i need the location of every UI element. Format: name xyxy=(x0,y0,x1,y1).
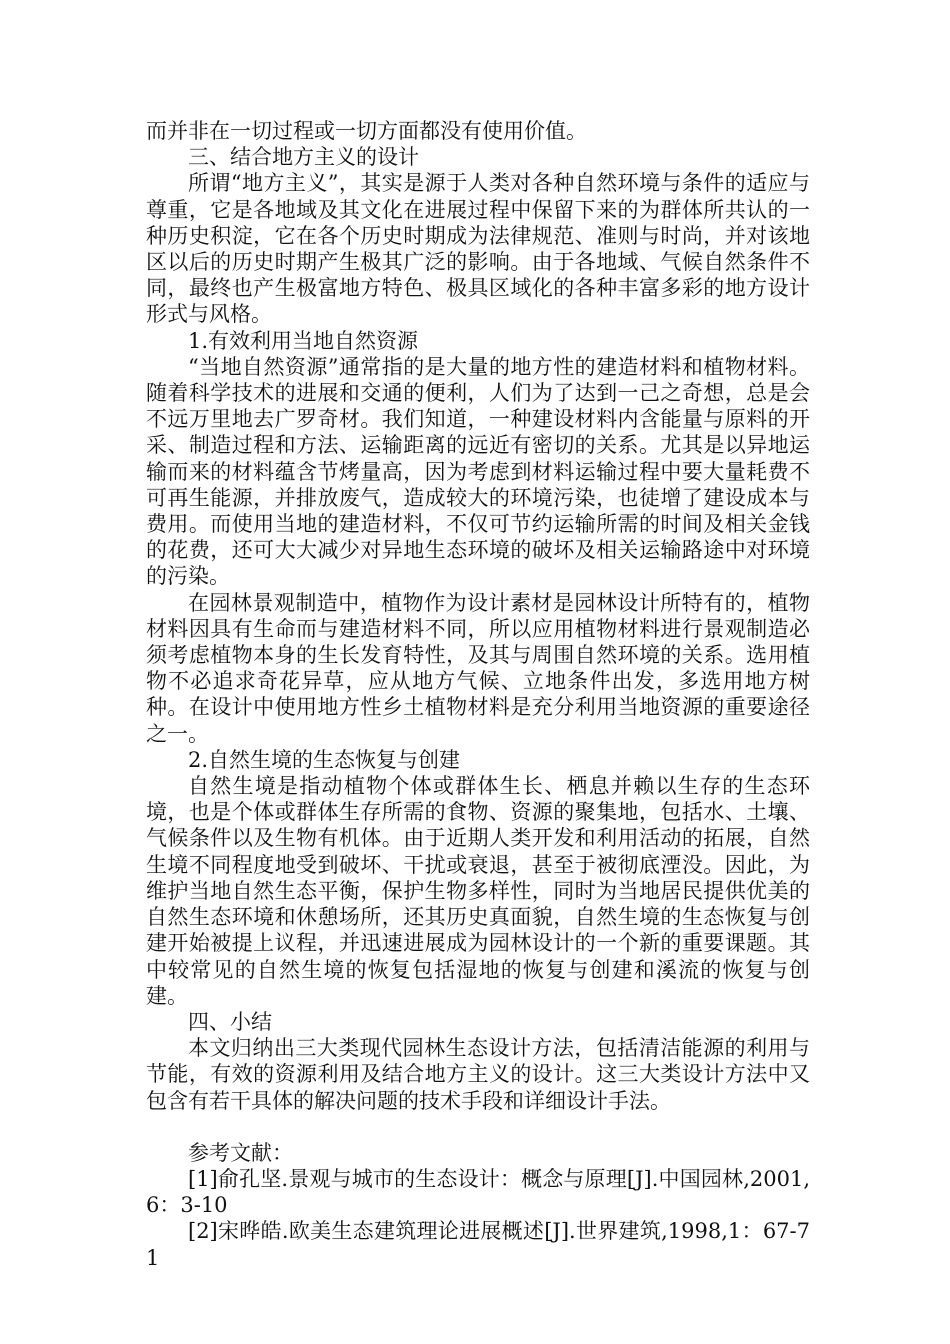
reference-item: [1]俞孔坚.景观与城市的生态设计：概念与原理[J].中国园林,2001,6：3-10 xyxy=(146,1166,810,1218)
body-paragraph: 所谓“地方主义”，其实是源于人类对各种自然环境与条件的适应与尊重，它是各地域及其文化在进展过程中保留下来的为群体所共认的一种历史积淀，它在各个历史时期成为法律规范、准则与时尚，并对该地区以后的历史时期产生极其广泛的影响。由于各地域、气候自然条件不同，最终也产生极富地方特色、极具区域化的各种丰富多彩的地方设计形式与风格。 xyxy=(146,171,810,327)
references-heading: 参考文献： xyxy=(188,1140,293,1165)
body-paragraph-continued: 而并非在一切过程或一切方面都没有使用价值。 xyxy=(146,119,587,143)
section-heading-summary: 四、小结 xyxy=(188,1009,272,1034)
body-paragraph: 本文归纳出三大类现代园林生态设计方法，包括清洁能源的利用与节能，有效的资源利用及结合地方主义的设计。这三大类设计方法中又包含有若干具体的解决问题的技术手段和详细设计手法。 xyxy=(146,1036,810,1113)
spacer xyxy=(146,1114,810,1140)
body-paragraph: 在园林景观制造中，植物作为设计素材是园林设计所特有的，植物材料因具有生命而与建造材料不同，所以应用植物材料进行景观制造必须考虑植物本身的生长发育特性，及其与周围自然环境的关系。选用植物不必追求奇花异草，应从地方气候、立地条件出发，多选用地方树种。在设计中使用地方性乡土植物材料是充分利用当地资源的重要途径之一。 xyxy=(146,590,810,746)
body-paragraph: 自然生境是指动植物个体或群体生长、栖息并赖以生存的生态环境，也是个体或群体生存所需的食物、资源的聚集地，包括水、土壤、气候条件以及生物有机体。由于近期人类开发和利用活动的拓展，自然生境不同程度地受到破坏、干扰或衰退，甚至于被彻底湮没。因此，为维护当地自然生态平衡，保护生物多样性，同时为当地居民提供优美的自然生态环境和休憩场所，还其历史真面貌，自然生境的生态恢复与创建开始被提上议程，并迅速进展成为园林设计的一个新的重要课题。其中较常见的自然生境的恢复包括湿地的恢复与创建和溪流的恢复与创建。 xyxy=(146,774,810,1008)
body-paragraph: “当地自然资源”通常指的是大量的地方性的建造材料和植物材料。随着科学技术的进展和交通的便利，人们为了达到一己之奇想，总是会不远万里地去广罗奇材。我们知道，一种建设材料内含能量与原料的开采、制造过程和方法、运输距离的远近有密切的关系。尤其是以异地运输而来的材料蕴含节烤量高，因为考虑到材料运输过程中要大量耗费不可再生能源，并排放废气，造成较大的环境污染，也徒增了建设成本与费用。而使用当地的建造材料，不仅可节约运输所需的时间及相关金钱的花费，还可大大减少对异地生态环境的破坏及相关运输路途中对环境的污染。 xyxy=(146,354,810,589)
subsection-heading-habitat-restoration: 2.自然生境的生态恢复与创建 xyxy=(188,747,461,772)
subsection-heading-local-resources: 1.有效利用当地自然资源 xyxy=(188,328,419,353)
section-heading-localism: 三、结合地方主义的设计 xyxy=(188,145,419,170)
reference-item: [2]宋晔皓.欧美生态建筑理论进展概述[J].世界建筑,1998,1：67-71 xyxy=(146,1219,810,1270)
